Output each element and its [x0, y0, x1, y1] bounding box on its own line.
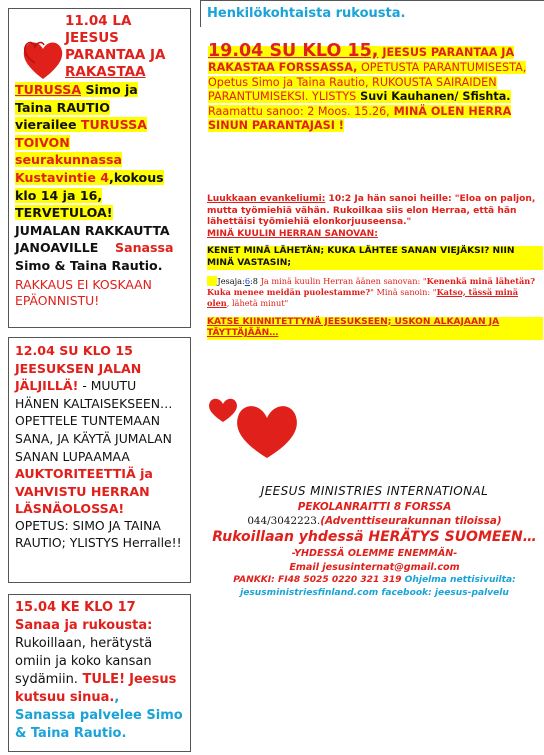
address: Kustavintie 4 [15, 169, 110, 185]
email-text: Email jesusinternat@gmail.com [289, 561, 460, 573]
announcement-text: Opetus Simo ja Taina Rautio, RUKOUSTA SAIRAIDEN PARANTUMISEKSI. YLISTYS [208, 75, 497, 104]
event-desc: - MUUTU HÄNEN KALTAISEKSEEN…OPETTELE TUNTEMAAN SANA, JA KÄYTÄ JUMALAN SANAN LUPAAMAA [15, 378, 173, 464]
personal-prayer-text: Henkilökohtaista rukousta. [207, 6, 406, 21]
jesaja-chapter-link[interactable]: 6 [244, 275, 251, 286]
scripture-text: Ja hän sanoi heille: "Eloa on paljon, mutta työmiehiä vähän. Rukoilkaa siis elon Herraa, että hän lähettäisi työmiehiä elonkorjuuseensa." [207, 194, 536, 228]
event-title: Sanaa ja rukousta: [15, 618, 153, 633]
names-text: Taina RAUTIO [15, 99, 110, 115]
jesaja-text: Ja minä kuulin Herran äänen sanovan: " [258, 275, 427, 286]
city-label: TURUSSA [15, 82, 82, 97]
prayer-slogan: Rukoillaan yhdessä HERÄTYS SUOMEEN… [212, 529, 537, 545]
together-slogan: -YHDESSÄ OLEMME ENEMMÄN- [291, 548, 458, 559]
jesaja-verse: :8 [250, 275, 258, 286]
announcement-text: MINÄ OLEN HERRA SINUN PARANTAJASI ! [208, 104, 512, 133]
event-date: 11.04 LA [65, 13, 132, 29]
hearts-icon [205, 390, 305, 460]
org-footer [205, 482, 544, 600]
jesaja-ref: Jesaja: [217, 275, 245, 286]
announcement-text: JEESUS PARANTAA JA RAKASTAA FORSSASSA, [208, 46, 515, 74]
org-address: PEKOLANRAITTI 8 FORSSA [297, 501, 452, 513]
program-text: Ohjelma nettisivuilta: [401, 575, 516, 585]
time-text: klo 14 ja 16, [15, 187, 103, 203]
event-title: 12.04 SU KLO 15 JEESUKSEN JALAN JÄLJILLÄ! [15, 343, 142, 394]
scripture-ref: Luukkaan evankeliumi: [207, 194, 326, 204]
scripture-section [207, 194, 543, 346]
tule-text: TULE! [77, 672, 125, 687]
scripture-question: KENET MINÄ LÄHETÄN; KUKA LÄHTEE SANAN VIEJÄKSI? NIIN MINÄ VASTASIN; [207, 246, 543, 269]
sanassa-text: Sanassa [115, 240, 174, 256]
jesaja-text: , lähetä minut" [226, 297, 289, 308]
event-title-line: JEESUS [65, 30, 119, 46]
katse-text: KATSE KIINNITETTYNÄ JEESUKSEEN; USKON ALKAJAAN JA TÄYTTÄJÄÄN… [207, 317, 543, 340]
scripture-verse-ref: 10:2 [325, 194, 352, 204]
visits-text: vierailee [15, 117, 77, 133]
phone-number: 044/3042223. [247, 515, 321, 527]
sanassa-text: , Sanassa palvelee Simo & Taina Rautio. [15, 690, 183, 741]
announcement-text: Suvi Kauhanen/ Sfishta. [356, 90, 511, 104]
names-text: Simo & Taina Rautio. [15, 257, 163, 273]
announcement-date: 19.04 SU KLO 15, [208, 41, 379, 61]
event-desc: Rukoillaan, herätystä omiin ja koko kansan sydämiin. [15, 636, 153, 687]
event-highlight: AUKTORITEETTIÄ ja VAHVISTU HERRAN LÄSNÄOLOSSA! [15, 466, 153, 517]
website-text[interactable]: jesusministriesfinland.com facebook: jeesus-palvelu [240, 588, 509, 598]
event-box-1504 [8, 594, 191, 752]
names-text: Simo ja [81, 82, 138, 97]
church-name: seurakunnassa [15, 152, 122, 168]
bank-text: PANKKI: FI48 5025 0220 321 319 [233, 575, 402, 585]
kutsu-text: Jeesus kutsuu sinua. [15, 672, 177, 705]
hearts-icon [21, 37, 65, 81]
welcome-text: TERVETULOA! [15, 205, 113, 221]
event-box-1104 [8, 8, 191, 328]
org-name: JEESUS MINISTRIES INTERNATIONAL [260, 484, 489, 498]
event-teachers: OPETUS: SIMO JA TAINA RAUTIO; YLISTYS Herralle!! [15, 517, 182, 550]
phone-note: (Adventtiseurakunnan tiloissa) [320, 515, 502, 527]
kokous-text: ,kokous [109, 169, 164, 185]
jumalan-text: JUMALAN RAKKAUTTA JANOAVILLE [15, 222, 170, 256]
event-date: 15.04 KE KLO 17 [15, 600, 136, 615]
main-announcement [208, 41, 542, 134]
event-box-1204 [8, 337, 191, 583]
church-name: TURUSSA TOIVON [15, 117, 147, 150]
announcement-text: Raamattu sanoo: 2 Moos. 15.26, [208, 104, 390, 118]
jesaja-bold: Kenenkä minä lähetän? Kuka menee meidän puolestamme? [207, 275, 536, 297]
scripture-text: MINÄ KUULIN HERRAN SANOVAN: [207, 228, 378, 239]
event-title-line: RAKASTAA [65, 64, 146, 80]
event-title-line: PARANTAA JA [65, 47, 166, 63]
top-banner [200, 0, 544, 27]
jesaja-highlight: Katso, tässä minä olen [207, 286, 519, 308]
announcement-text: OPETUSTA PARANTUMISESTA, [357, 61, 527, 74]
rakkaus-text: RAKKAUS EI KOSKAAN EPÄONNISTU! [15, 276, 152, 309]
jesaja-text: " Minä sanoin: " [370, 286, 437, 297]
